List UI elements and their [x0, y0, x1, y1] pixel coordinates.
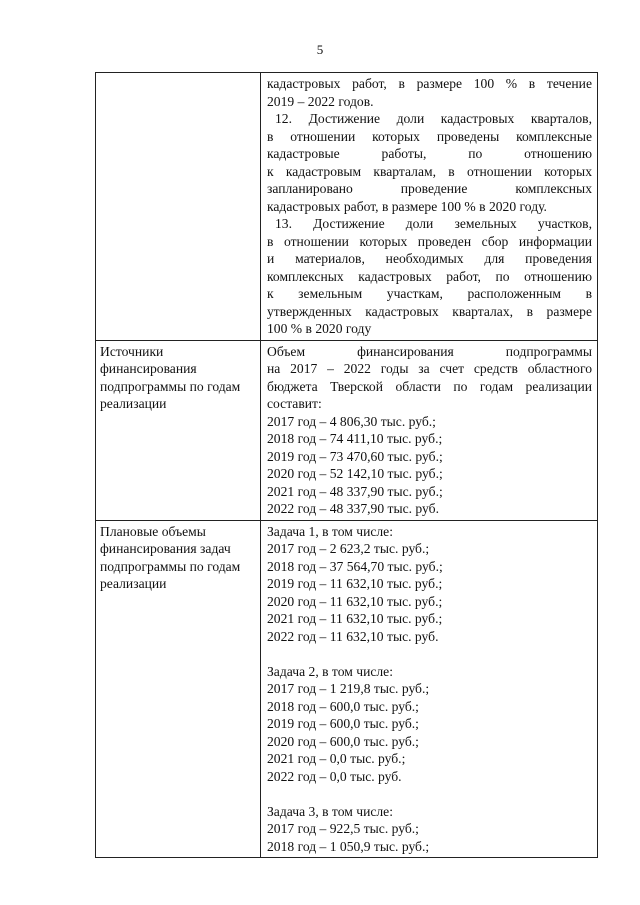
value-line: кадастровые работы, по отношению [267, 146, 592, 161]
value-line: в отношении которых проведен сбор информации [267, 233, 592, 249]
value-line: 2022 год – 11 632,10 тыс. руб. [267, 628, 439, 644]
value-line: 2021 год – 0,0 тыс. руб.; [267, 751, 406, 766]
value-line: 2021 год – 11 632,10 тыс. руб.; [267, 611, 443, 626]
row-label-cell [96, 73, 261, 341]
value-line: 2020 год – 52 142,10 тыс. руб.; [267, 466, 443, 481]
table-row [96, 340, 598, 520]
value-line: к земельным участкам, расположенным в [267, 286, 592, 301]
row-label-cell [96, 520, 261, 858]
value-line: Задача 1, в том числе: [267, 523, 393, 539]
value-line: 2017 год – 922,5 тыс. руб.; [267, 821, 419, 836]
value-line: 2018 год – 74 411,10 тыс. руб.; [267, 431, 443, 446]
value-line: 2019 год – 73 470,60 тыс. руб.; [267, 448, 443, 464]
value-line: 2020 год – 11 632,10 тыс. руб.; [267, 593, 443, 609]
value-line: 2019 год – 600,0 тыс. руб.; [267, 716, 419, 731]
value-line: кадастровых работ, в размере 100 % в 2020 году. [267, 198, 547, 214]
row-label-cell [96, 340, 261, 520]
page-number: 5 [316, 42, 324, 57]
table-row [96, 520, 598, 858]
value-line: комплексных кадастровых работ, по отношению [267, 268, 592, 284]
value-line: кадастровых работ, в размере 100 % в течение [267, 76, 592, 91]
blank-line [267, 645, 592, 663]
value-line: 2017 год – 1 219,8 тыс. руб.; [267, 681, 430, 696]
value-line: и материалов, необходимых для проведения [267, 251, 592, 266]
row-label: Источники финансирования подпрограммы по годам реализации [100, 343, 241, 411]
value-line: в отношении которых проведены комплексные [267, 128, 592, 144]
passport-table-body [96, 73, 598, 858]
blank-line [267, 785, 592, 803]
value-line: на 2017 – 2022 годы за счет средств областного [267, 361, 592, 376]
value-line: 2019 год – 11 632,10 тыс. руб.; [267, 576, 443, 591]
value-line: 2017 год – 4 806,30 тыс. руб.; [267, 413, 436, 429]
row-value-cell [261, 520, 598, 858]
row-label: Плановые объемы финансирования задач подпрограммы по годам реализации [100, 523, 241, 591]
value-line: 2019 – 2022 годов. [267, 93, 374, 109]
value-line: 100 % в 2020 году [267, 321, 372, 336]
value-line: запланировано проведение комплексных [267, 181, 592, 196]
value-line: 2022 год – 48 337,90 тыс. руб. [267, 501, 439, 516]
table-row [96, 73, 598, 341]
value-line: 2018 год – 600,0 тыс. руб.; [267, 698, 419, 714]
row-value-cell [261, 340, 598, 520]
value-line: составит: [267, 396, 322, 411]
value-line: утвержденных кадастровых кварталах, в размере [267, 303, 592, 319]
value-line: 2020 год – 600,0 тыс. руб.; [267, 733, 419, 749]
value-line: 2022 год – 0,0 тыс. руб. [267, 768, 402, 784]
value-line: 2018 год – 1 050,9 тыс. руб.; [267, 838, 430, 854]
value-line: Объем финансирования подпрограммы [267, 343, 592, 359]
value-line: 2021 год – 48 337,90 тыс. руб.; [267, 483, 443, 499]
value-line: 2018 год – 37 564,70 тыс. руб.; [267, 558, 443, 574]
value-line: бюджета Тверской области по годам реализации [267, 378, 592, 394]
value-line: 12. Достижение доли кадастровых кварталов, [275, 111, 592, 126]
value-line: Задача 2, в том числе: [267, 663, 393, 679]
row-value-cell [261, 73, 598, 341]
value-line: к кадастровым кварталам, в отношении которых [267, 163, 592, 179]
value-line: 13. Достижение доли земельных участков, [275, 216, 592, 231]
passport-table [95, 72, 598, 858]
value-line: Задача 3, в том числе: [267, 803, 393, 819]
value-line: 2017 год – 2 623,2 тыс. руб.; [267, 541, 430, 556]
